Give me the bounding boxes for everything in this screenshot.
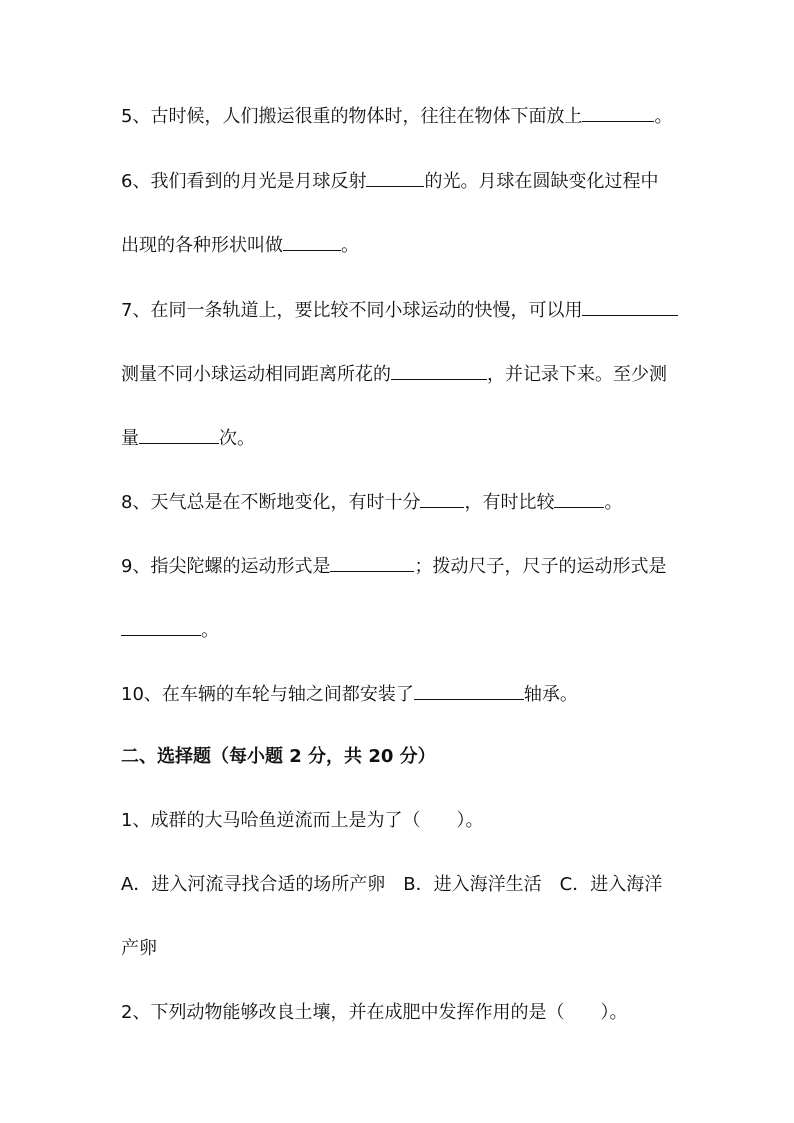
question-7-text-4: 量 (121, 428, 139, 449)
question-10-text: 10、在车辆的车轮与轴之间都安装了 (121, 684, 414, 705)
choice-1-stem-end: ）。 (456, 810, 484, 831)
question-6-line-1 (121, 168, 658, 194)
choice-1-options-line-2: 产卵 (121, 938, 157, 959)
question-5 (121, 103, 672, 129)
question-9-line-2 (121, 617, 219, 643)
answer-blank[interactable] (330, 553, 414, 572)
answer-blank[interactable] (420, 489, 464, 508)
question-5-text: 5、古时候，人们搬运很重的物体时，往往在物体下面放上 (121, 106, 583, 127)
answer-blank[interactable] (121, 617, 201, 636)
question-9-line-1 (121, 553, 666, 579)
choice-1-options-line-1: A．进入河流寻找合适的场所产卵 B．进入海洋生活 C．进入海洋 (121, 874, 663, 895)
question-6-line-2 (121, 232, 359, 258)
question-5-end: 。 (654, 106, 673, 127)
answer-blank[interactable] (582, 103, 654, 122)
question-7-text: 7、在同一条轨道上，要比较不同小球运动的快慢，可以用 (121, 300, 583, 321)
question-7-line-2 (121, 361, 667, 387)
question-6-text-cont: 的光。月球在圆缺变化过程中 (424, 171, 659, 192)
question-7-end: 次。 (219, 428, 255, 449)
question-8-text: 8、天气总是在不断地变化，有时十分 (121, 492, 421, 513)
section-heading: 二、选择题（每小题 2 分，共 20 分） (121, 746, 436, 767)
question-8-end: 。 (604, 492, 623, 513)
choice-2-stem-end: ）。 (600, 1002, 628, 1023)
answer-blank[interactable] (391, 361, 487, 380)
question-9-text: 9、指尖陀螺的运动形式是 (121, 556, 331, 577)
question-8 (121, 489, 622, 515)
question-10 (121, 681, 578, 707)
choice-question-1 (121, 809, 483, 833)
answer-blank[interactable] (582, 297, 678, 316)
question-10-end: 轴承。 (523, 684, 578, 705)
question-7-text-2: 测量不同小球运动相同距离所花的 (121, 364, 391, 385)
answer-blank[interactable] (139, 425, 219, 444)
question-7-line-3 (121, 425, 255, 451)
choice-1-stem: 1、成群的大马哈鱼逆流而上是为了（ (121, 810, 421, 831)
answer-blank[interactable] (283, 232, 341, 251)
question-6-text: 6、我们看到的月光是月球反射 (121, 171, 367, 192)
question-6-text-2: 出现的各种形状叫做 (121, 235, 283, 256)
question-8-text-mid: ，有时比较 (464, 492, 555, 513)
answer-blank[interactable] (554, 489, 604, 508)
choice-question-2 (121, 1001, 627, 1025)
question-7-text-3: ，并记录下来。至少测 (487, 364, 667, 385)
question-9-end: 。 (201, 620, 219, 641)
question-9-text-2: ；拨动尺子，尺子的运动形式是 (414, 556, 667, 577)
answer-blank[interactable] (414, 681, 524, 700)
question-7-line-1 (121, 297, 678, 323)
question-6-end: 。 (341, 235, 359, 256)
choice-2-stem: 2、下列动物能够改良土壤，并在成肥中发挥作用的是（ (121, 1002, 565, 1023)
answer-blank[interactable] (366, 168, 424, 187)
